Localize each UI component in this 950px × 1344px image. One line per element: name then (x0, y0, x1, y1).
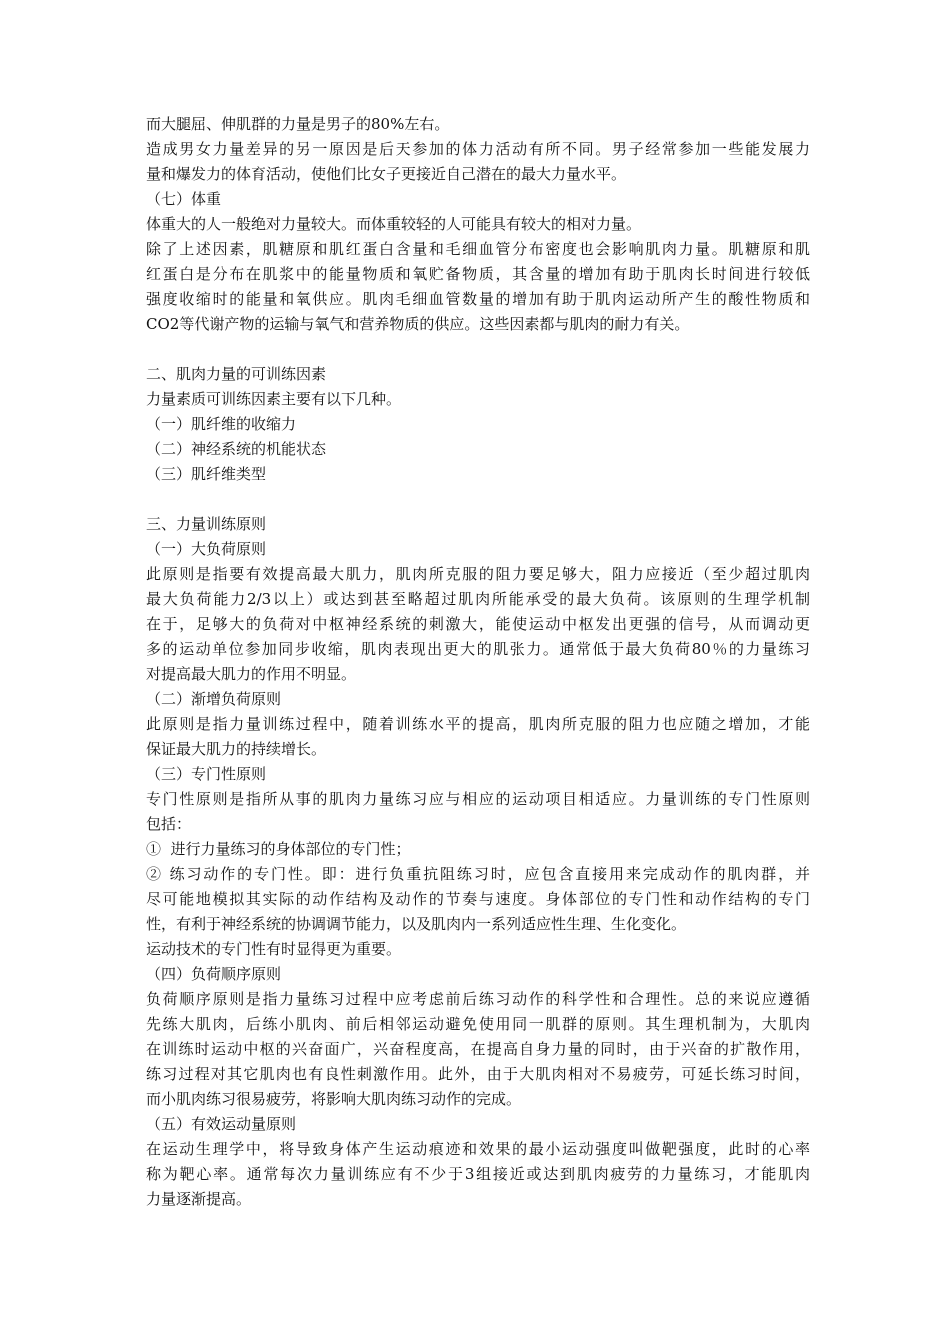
paragraph (146, 437, 810, 462)
paragraph (146, 1112, 810, 1137)
text-line: 负荷顺序原则是指力量练习过程中应考虑前后练习动作的科学性和合理性。总的来说应遵循 (146, 990, 810, 1008)
text-line: 体重大的人一般绝对力量较大。而体重较轻的人可能具有较大的相对力量。 (146, 215, 642, 233)
paragraph (146, 837, 810, 862)
text-line: （三）肌纤维类型 (146, 465, 267, 483)
text-line: （二）神经系统的机能状态 (146, 440, 327, 458)
text-line: ① 进行力量练习的身体部位的专门性； (146, 840, 411, 858)
paragraph (146, 787, 810, 837)
paragraph (146, 412, 810, 437)
paragraph (146, 937, 810, 962)
text-line: （一）肌纤维的收缩力 (146, 415, 297, 433)
text-line: 最大负荷能力2/3以上）或达到甚至略超过肌肉所能承受的最大负荷。该原则的生理学机制 (146, 590, 810, 608)
paragraph (146, 537, 810, 562)
text-line: 包括： (146, 815, 192, 833)
text-line: （七）体重 (146, 190, 222, 208)
paragraph (146, 862, 810, 937)
paragraph (146, 137, 810, 187)
text-line: CO2等代谢产物的运输与氧气和营养物质的供应。这些因素都与肌肉的耐力有关。 (146, 315, 690, 333)
text-line: 练习过程对其它肌肉也有良性刺激作用。此外，由于大肌肉相对不易疲劳，可延长练习时间， (146, 1065, 810, 1083)
paragraph-gap (146, 487, 810, 512)
text-line: 力量素质可训练因素主要有以下几种。 (146, 390, 402, 408)
text-line: （四）负荷顺序原则 (146, 965, 282, 983)
text-line: 量和爆发力的体育活动，使他们比女子更接近自己潜在的最大力量水平。 (146, 165, 627, 183)
paragraph (146, 112, 810, 137)
paragraph (146, 987, 810, 1112)
text-line: （一）大负荷原则 (146, 540, 267, 558)
text-line: （三）专门性原则 (146, 765, 267, 783)
paragraph (146, 512, 810, 537)
text-line: 造成男女力量差异的另一原因是后天参加的体力活动有所不同。男子经常参加一些能发展力 (146, 140, 810, 158)
text-line: （五）有效运动量原则 (146, 1115, 297, 1133)
paragraph (146, 212, 810, 237)
paragraph (146, 562, 810, 687)
text-line: 二、肌肉力量的可训练因素 (146, 365, 327, 383)
text-line: 三、力量训练原则 (146, 515, 267, 533)
text-line: 在训练时运动中枢的兴奋面广，兴奋程度高，在提高自身力量的同时，由于兴奋的扩散作用， (146, 1040, 810, 1058)
text-line: 此原则是指要有效提高最大肌力，肌肉所克服的阻力要足够大，阻力应接近（至少超过肌肉 (146, 565, 810, 583)
text-line: 尽可能地模拟其实际的动作结构及动作的节奏与速度。身体部位的专门性和动作结构的专门 (146, 890, 810, 908)
text-line: 而大腿屈、伸肌群的力量是男子的80%左右。 (146, 115, 450, 133)
text-line: 而小肌肉练习很易疲劳，将影响大肌肉练习动作的完成。 (146, 1090, 522, 1108)
paragraph (146, 462, 810, 487)
text-line: 运动技术的专门性有时显得更为重要。 (146, 940, 402, 958)
text-line: 专门性原则是指所从事的肌肉力量练习应与相应的运动项目相适应。力量训练的专门性原则 (146, 790, 810, 808)
paragraph-gap (146, 337, 810, 362)
text-line: 先练大肌肉，后练小肌肉、前后相邻运动避免使用同一肌群的原则。其生理机制为，大肌肉 (146, 1015, 810, 1033)
paragraph (146, 712, 810, 762)
text-line: 红蛋白是分布在肌浆中的能量物质和氧贮备物质，其含量的增加有助于肌肉长时间进行较低 (146, 265, 810, 283)
text-line: 强度收缩时的能量和氧供应。肌肉毛细血管数量的增加有助于肌肉运动所产生的酸性物质和 (146, 290, 810, 308)
text-line: 除了上述因素，肌糖原和肌红蛋白含量和毛细血管分布密度也会影响肌肉力量。肌糖原和肌 (146, 240, 810, 258)
text-line: 在于，足够大的负荷对中枢神经系统的刺激大，能使运动中枢发出更强的信号，从而调动更 (146, 615, 810, 633)
text-line: 在运动生理学中，将导致身体产生运动痕迹和效果的最小运动强度叫做靶强度，此时的心率 (146, 1140, 810, 1158)
text-line: 对提高最大肌力的作用不明显。 (146, 665, 357, 683)
text-line: 力量逐渐提高。 (146, 1190, 252, 1208)
text-line: ② 练习动作的专门性。即：进行负重抗阻练习时，应包含直接用来完成动作的肌肉群，并 (146, 865, 810, 883)
paragraph (146, 237, 810, 337)
document-page (146, 112, 810, 1212)
paragraph (146, 962, 810, 987)
paragraph (146, 1137, 810, 1212)
text-line: （二）渐增负荷原则 (146, 690, 282, 708)
text-line: 多的运动单位参加同步收缩，肌肉表现出更大的肌张力。通常低于最大负荷80％的力量练习 (146, 640, 810, 658)
text-line: 此原则是指力量训练过程中，随着训练水平的提高，肌肉所克服的阻力也应随之增加，才能 (146, 715, 810, 733)
text-line: 性，有利于神经系统的协调调节能力，以及肌肉内一系列适应性生理、生化变化。 (146, 915, 687, 933)
text-line: 保证最大肌力的持续增长。 (146, 740, 327, 758)
paragraph (146, 187, 810, 212)
text-line: 称为靶心率。通常每次力量训练应有不少于3组接近或达到肌肉疲劳的力量练习，才能肌肉 (146, 1165, 810, 1183)
paragraph (146, 387, 810, 412)
paragraph (146, 687, 810, 712)
paragraph (146, 762, 810, 787)
paragraph (146, 362, 810, 387)
